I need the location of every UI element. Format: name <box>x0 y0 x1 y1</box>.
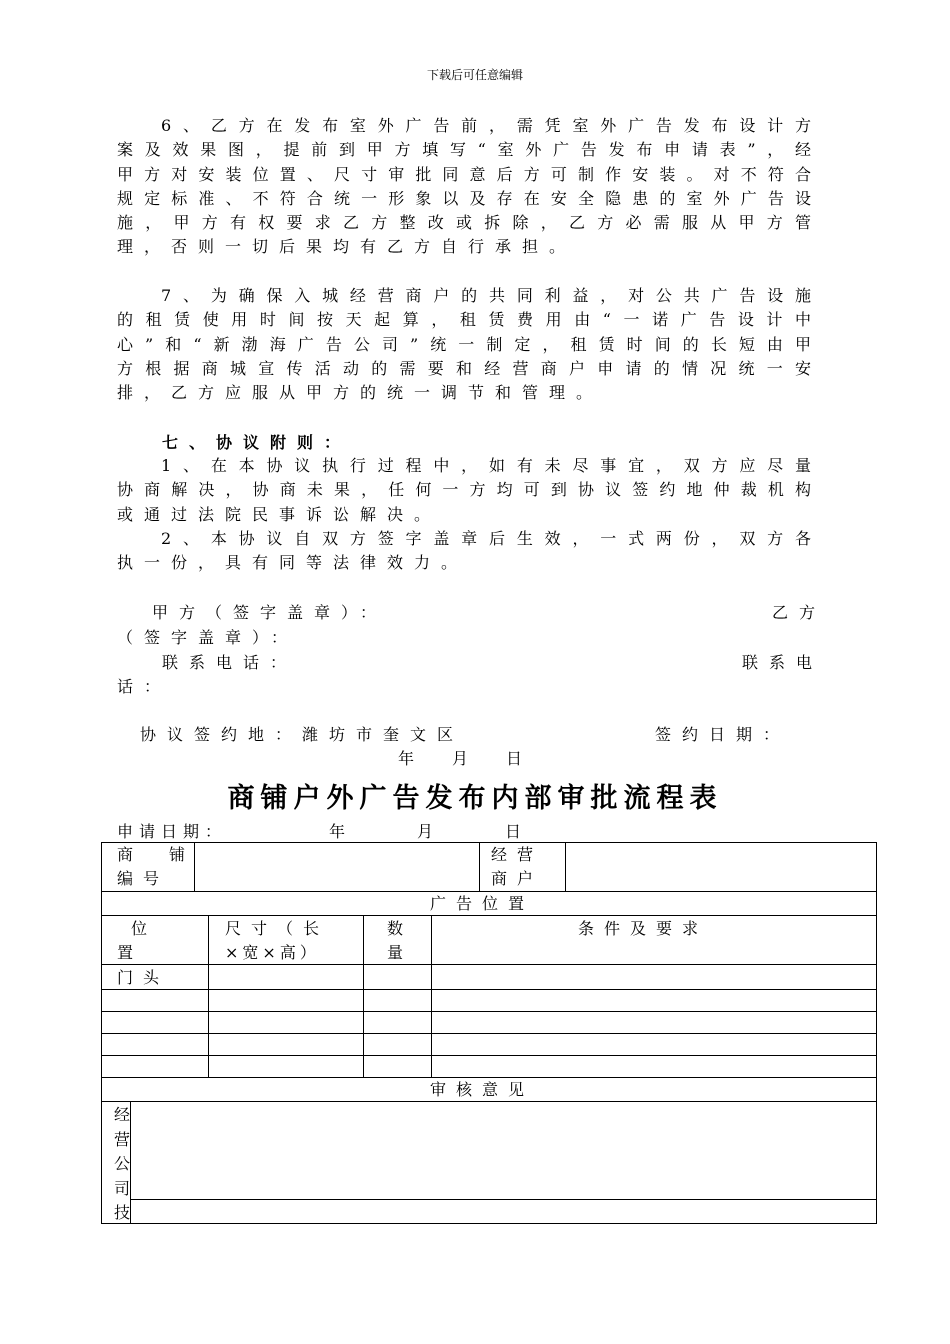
sign-place: 协议签约地：潍坊市奎文区 <box>140 725 465 744</box>
phone-b: 联系电 <box>742 653 824 672</box>
paragraph-6: 6、乙方在发布室外广告前，需凭室外广告发布设计方案及效果图，提前到甲方填写“室外广告发布申请表”，经甲方对安装位置、尺寸审批同意后方可制作安装。对不符合规定标准、不符合统一形象以及存在安全隐患的室外广告设施，甲方有权要求乙方整改或拆除，乙方必需服从甲方管理，否则一切后果均有乙方自行承担。 <box>117 116 822 257</box>
clause-1: 1、在本协议执行过程中，如有未尽事宜，双方应尽量协商解决，协商未果，任何一方均可到协议签约地仲裁机构或通过法院民事诉讼解决。 <box>117 456 822 524</box>
party-b-sign-cont: （签字盖章）： <box>117 628 299 647</box>
merchant-label: 经营 <box>491 845 544 864</box>
apply-date: 申请日期： 年 月 日 <box>117 822 528 841</box>
party-b-sign: 乙方 <box>772 603 827 622</box>
clause-2: 2、本协议自双方签字盖章后生效，一式两份，双方各执一份，具有同等法律效力。 <box>117 529 822 573</box>
col-quantity-2: 量 <box>387 943 414 962</box>
row-door-head: 门头 <box>117 968 170 987</box>
phone-a: 联系电话： <box>162 653 298 672</box>
shop-no-label-2: 编号 <box>117 869 170 888</box>
shop-no-label: 商 铺 <box>117 845 196 864</box>
merchant-label-2: 商户 <box>491 869 544 888</box>
col-conditions: 条件及要求 <box>578 919 709 938</box>
col-size-2: ×宽×高） <box>225 943 320 962</box>
col-position-2: 置 <box>117 943 144 962</box>
phone-b-cont: 话： <box>117 677 172 696</box>
sign-date-value: 年 月 日 <box>398 749 525 768</box>
sign-date-label: 签约日期： <box>655 725 791 744</box>
col-position: 位 <box>131 919 158 938</box>
col-quantity: 数 <box>387 919 414 938</box>
page-header: 下载后可任意编辑 <box>426 68 523 82</box>
review-header: 审核意见 <box>430 1080 535 1099</box>
party-a-sign: 甲方（签字盖章）： <box>152 603 388 622</box>
paragraph-7: 7、为确保入城经营商户的共同利益，对公共广告设施的租赁使用时间按天起算，租赁费用由“一诺广告设计中心”和“新渤海广告公司”统一制定，租赁时间的长短由甲方根据商城宣传活动的需要和经营商户申请的情况统一安排，乙方应服从甲方的统一调节和管理。 <box>117 286 822 403</box>
col-size: 尺寸（长 <box>225 919 330 938</box>
review-dept-label: 经 营 公 司 技 <box>114 1105 131 1222</box>
form-title: 商铺户外广告发布内部审批流程表 <box>227 783 723 814</box>
section-heading: 七、协议附则： <box>162 433 352 452</box>
ad-position-header: 广告位置 <box>430 894 535 913</box>
